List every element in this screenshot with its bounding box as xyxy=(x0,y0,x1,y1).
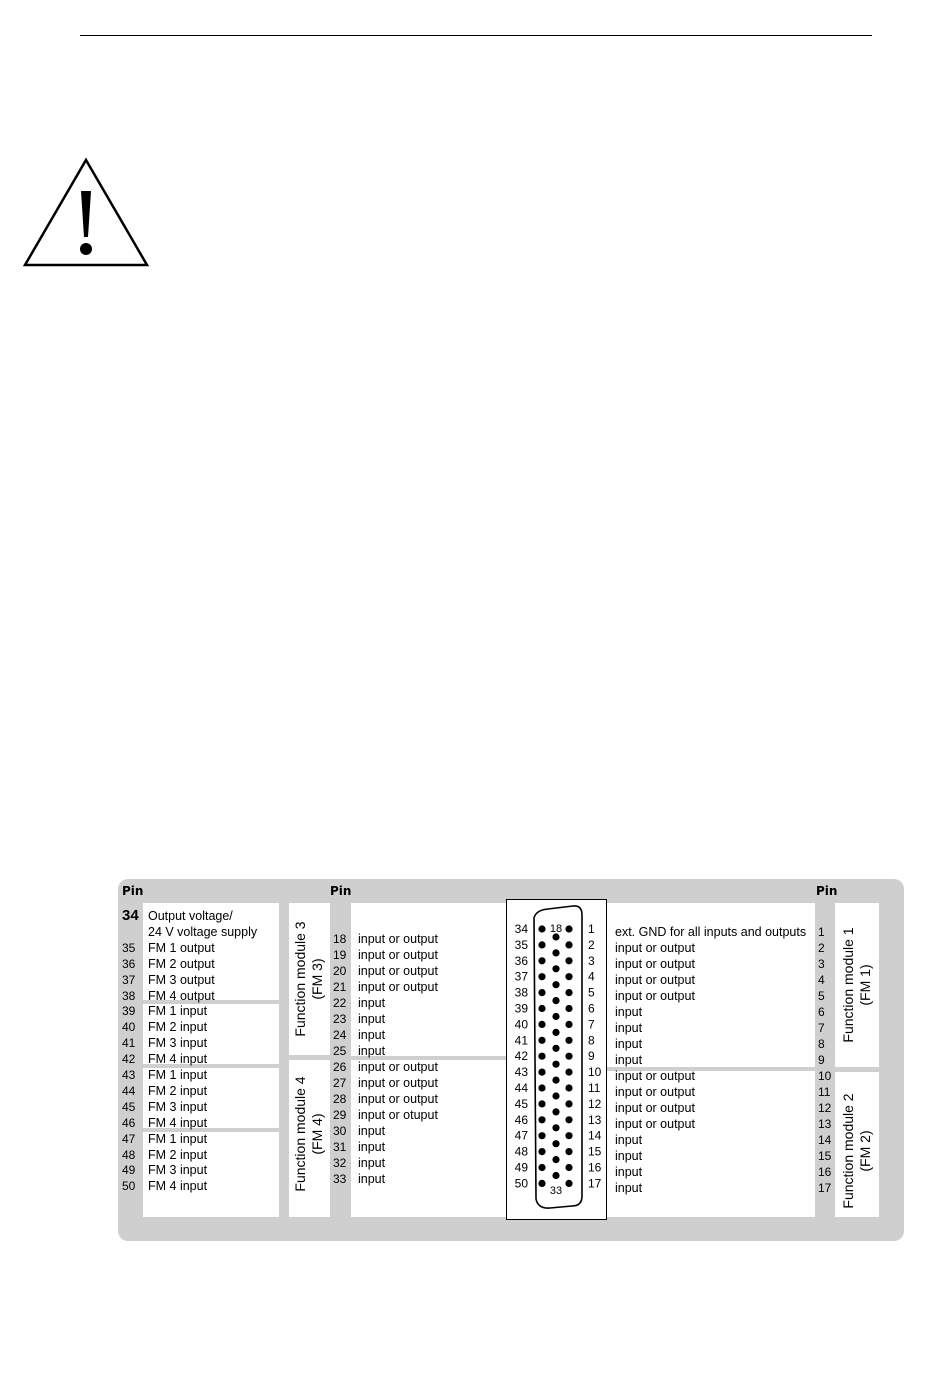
mid-pin-number: 28 xyxy=(333,1092,347,1106)
mid-pin-label: input or output xyxy=(358,1060,438,1074)
module1-label: Function module 1 (FM 1) xyxy=(840,927,873,1043)
connector-right-number: 3 xyxy=(588,953,595,968)
pin-dot-right xyxy=(565,1021,572,1028)
left-pin-number: 42 xyxy=(122,1052,136,1067)
mid-pin-label: input xyxy=(358,1012,386,1026)
mid-pin-label: input xyxy=(358,1140,386,1154)
right-pin-label: input or output xyxy=(615,1101,695,1115)
pin-dot-middle xyxy=(552,1172,559,1179)
mid-pin-label: input xyxy=(358,996,386,1010)
connector-left-number: 39 xyxy=(514,1001,528,1016)
left-pin-number: 35 xyxy=(122,940,136,955)
right-pin-label: input xyxy=(615,1181,643,1195)
right-pin-number: 7 xyxy=(818,1021,825,1035)
left-pin-number: 40 xyxy=(122,1020,136,1035)
pin-header-right: Pin xyxy=(816,884,838,898)
mid-pin-number: 25 xyxy=(333,1044,347,1058)
mid-pin-label: input or output xyxy=(358,948,438,962)
right-pin-label: input or output xyxy=(615,957,695,971)
left-pin-label: FM 3 input xyxy=(148,1036,208,1051)
mid-pin-number: 19 xyxy=(333,948,347,962)
module2-label: Function module 2 (FM 2) xyxy=(840,1093,873,1209)
left-pin-label: 24 V voltage supply xyxy=(148,924,258,939)
right-pin-number: 3 xyxy=(818,957,825,971)
mid-pin-number: 33 xyxy=(333,1172,347,1186)
right-pin-number: 10 xyxy=(818,1069,832,1083)
left-pin-number: 41 xyxy=(122,1036,136,1051)
right-pin-number: 8 xyxy=(818,1037,825,1051)
right-pin-label: input or output xyxy=(615,1069,695,1083)
left-pin-label: FM 3 output xyxy=(148,972,215,987)
connector-left-number: 43 xyxy=(514,1065,528,1080)
pin-dot-left xyxy=(538,973,545,980)
connector-right-number: 16 xyxy=(588,1160,602,1175)
right-pin-label: input xyxy=(615,1133,643,1147)
pin-dot-middle xyxy=(552,1108,559,1115)
mid-pin-number: 27 xyxy=(333,1076,347,1090)
connector-left-number: 44 xyxy=(514,1081,528,1095)
connector-left-number: 41 xyxy=(514,1033,528,1048)
left-pin-number: 37 xyxy=(122,972,136,987)
connector-left-number: 40 xyxy=(514,1017,528,1032)
left-pin-label: FM 1 output xyxy=(148,940,215,955)
pin-dot-left xyxy=(538,1084,545,1091)
left-pin-label: FM 2 input xyxy=(148,1020,208,1035)
pin-dot-left xyxy=(538,1053,545,1060)
right-pin-label: input xyxy=(615,1149,643,1163)
connector-left-number: 46 xyxy=(514,1112,528,1127)
connector-right-number: 4 xyxy=(588,969,595,984)
pin-dot-middle xyxy=(552,1077,559,1084)
right-pin-number: 15 xyxy=(818,1149,832,1163)
left-pin-number: 45 xyxy=(122,1099,136,1114)
pin-dot-middle xyxy=(552,1140,559,1147)
pin-dot-left xyxy=(538,925,545,932)
pin-dot-left xyxy=(538,1069,545,1076)
module3-label: Function module 3 (FM 3) xyxy=(292,921,325,1037)
connector-right-number: 12 xyxy=(588,1096,602,1111)
connector-right-number: 13 xyxy=(588,1112,602,1127)
right-pin-label: input or output xyxy=(615,989,695,1003)
mid-pin-number: 22 xyxy=(333,996,347,1010)
left-pin-label: FM 1 input xyxy=(148,1068,208,1082)
connector-left-number: 50 xyxy=(514,1176,528,1191)
pin-dot-left xyxy=(538,941,545,948)
connector-bottom-label: 33 xyxy=(549,1185,563,1197)
pin-dot-left xyxy=(538,1164,545,1171)
connector-right-number: 9 xyxy=(588,1049,595,1064)
mid-pin-number: 18 xyxy=(333,932,347,946)
connector-left-number: 36 xyxy=(514,953,528,968)
pin-dot-right xyxy=(565,1084,572,1091)
right-pin-number: 4 xyxy=(818,973,825,987)
pin-dot-left xyxy=(538,1100,545,1107)
left-pin-number: 50 xyxy=(122,1179,136,1194)
mid-pin-number: 21 xyxy=(333,980,347,994)
left-pin-number: 49 xyxy=(122,1163,136,1178)
left-pin-number: 47 xyxy=(122,1131,136,1146)
connector-right-number: 2 xyxy=(588,937,595,952)
right-pin-number: 13 xyxy=(818,1117,832,1131)
right-pin-label: input xyxy=(615,1021,643,1035)
pin-dot-middle xyxy=(552,981,559,988)
connector-left-number: 48 xyxy=(514,1144,528,1159)
pin-header-mid: Pin xyxy=(330,884,352,898)
pin-dot-right xyxy=(565,989,572,996)
pin-dot-middle xyxy=(552,1013,559,1020)
connector-left-number: 37 xyxy=(514,969,528,984)
pin-dot-right xyxy=(565,925,572,932)
left-pin-label: FM 1 input xyxy=(148,1131,208,1146)
pin-dot-middle xyxy=(552,949,559,956)
left-pin-label: FM 4 input xyxy=(148,1052,208,1067)
mid-pin-label: input or output xyxy=(358,1076,438,1090)
mid-pin-label: input or output xyxy=(358,1092,438,1106)
connector-right-number: 5 xyxy=(588,985,595,1000)
connector-right-number: 6 xyxy=(588,1001,595,1016)
mid-pin-label: input xyxy=(358,1172,386,1186)
left-pin-label: FM 4 input xyxy=(148,1115,208,1130)
right-pin-label: input or output xyxy=(615,1117,695,1131)
mid-pin-number: 23 xyxy=(333,1012,347,1026)
left-pin-number: 44 xyxy=(122,1083,136,1098)
pin-dot-middle xyxy=(552,1092,559,1099)
right-pin-number: 6 xyxy=(818,1005,825,1019)
pin-dot-right xyxy=(565,1037,572,1044)
mid-pin-label: input or output xyxy=(358,980,438,994)
left-pin-number: 43 xyxy=(122,1068,136,1082)
connector-right-number: 11 xyxy=(588,1081,601,1095)
right-pin-label: input xyxy=(615,1037,643,1051)
pin-dot-left xyxy=(538,1116,545,1123)
connector-left-number: 45 xyxy=(514,1096,528,1111)
pin-dot-right xyxy=(565,1100,572,1107)
right-pin-label: input or output xyxy=(615,1085,695,1099)
pin-dot-right xyxy=(565,957,572,964)
mid-pin-number: 20 xyxy=(333,964,347,978)
connector-right-number: 14 xyxy=(588,1128,602,1143)
mid-pin-number: 32 xyxy=(333,1156,347,1170)
left-pin-number: 39 xyxy=(122,1004,136,1019)
connector-right-number: 15 xyxy=(588,1144,602,1159)
pin-dot-right xyxy=(565,941,572,948)
left-pin-number: 46 xyxy=(122,1115,136,1130)
left-pin-number: 34 xyxy=(122,907,139,924)
right-pin-number: 12 xyxy=(818,1101,832,1115)
right-pin-number: 2 xyxy=(818,941,825,955)
connector-left-number: 34 xyxy=(514,922,528,936)
right-pin-number: 5 xyxy=(818,989,825,1003)
left-pin-label: Output voltage/ xyxy=(148,909,233,923)
pin-dot-middle xyxy=(552,1029,559,1036)
mid-pin-label: input or output xyxy=(358,932,438,946)
pin-dot-left xyxy=(538,1037,545,1044)
connector-right-number: 1 xyxy=(588,922,595,936)
left-pin-label: FM 4 input xyxy=(148,1179,208,1194)
connector-left-number: 47 xyxy=(514,1128,528,1143)
right-pin-label: ext. GND for all inputs and outputs xyxy=(615,925,807,939)
pin-dot-right xyxy=(565,1005,572,1012)
module4-label: Function module 4 (FM 4) xyxy=(292,1076,325,1192)
mid-pin-label: input xyxy=(358,1156,386,1170)
pin-dot-left xyxy=(538,1005,545,1012)
mid-pin-number: 31 xyxy=(333,1140,347,1154)
left-pin-label: FM 1 input xyxy=(148,1004,208,1019)
pin-dot-right xyxy=(565,1069,572,1076)
right-pin-label: input or output xyxy=(615,941,695,955)
pin-dot-left xyxy=(538,957,545,964)
mid-pin-label: input or output xyxy=(358,964,438,978)
mid-pin-number: 30 xyxy=(333,1124,347,1138)
right-pin-label: input xyxy=(615,1165,643,1179)
right-pin-label: input or output xyxy=(615,973,695,987)
pin-dot-middle xyxy=(552,1156,559,1163)
mid-pin-number: 29 xyxy=(333,1108,347,1122)
pin-dot-left xyxy=(538,989,545,996)
pin-dot-right xyxy=(565,1148,572,1155)
connector-right-number: 8 xyxy=(588,1033,595,1048)
pin-dot-right xyxy=(565,1164,572,1171)
connector-right-number: 10 xyxy=(588,1065,602,1080)
left-pin-label: FM 2 output xyxy=(148,956,215,971)
left-pin-label: FM 3 input xyxy=(148,1163,208,1178)
left-pin-label: FM 3 input xyxy=(148,1099,208,1114)
mid-pin-label: input xyxy=(358,1124,386,1138)
mid-pin-number: 26 xyxy=(333,1060,347,1074)
pin-dot-right xyxy=(565,1116,572,1123)
right-pin-label: input xyxy=(615,1053,643,1067)
pin-header-left: Pin xyxy=(122,884,144,898)
pin-dot-middle xyxy=(552,965,559,972)
pin-dot-middle xyxy=(552,997,559,1004)
pin-dot-middle xyxy=(552,1045,559,1052)
mid-pin-label: input or otuput xyxy=(358,1108,438,1122)
left-pin-label: FM 2 input xyxy=(148,1083,208,1098)
connector-left-number: 42 xyxy=(514,1049,528,1064)
pin-dot-left xyxy=(538,1148,545,1155)
pin-dot-right xyxy=(565,973,572,980)
connector-right-number: 17 xyxy=(588,1176,602,1191)
right-pin-label: input xyxy=(615,1005,643,1019)
pin-dot-right xyxy=(565,1180,572,1187)
right-pin-number: 17 xyxy=(818,1181,832,1195)
right-pin-number: 14 xyxy=(818,1133,832,1147)
connector-left-number: 35 xyxy=(514,937,528,952)
mid-pin-label: input xyxy=(358,1028,386,1042)
pin-dot-left xyxy=(538,1180,545,1187)
connector-left-number: 49 xyxy=(514,1160,528,1175)
mid-pin-number: 24 xyxy=(333,1028,347,1042)
right-pin-number: 11 xyxy=(818,1085,831,1099)
connector-top-label: 18 xyxy=(549,923,563,935)
left-pin-number: 48 xyxy=(122,1147,136,1162)
connector-left-number: 38 xyxy=(514,985,528,1000)
right-pin-number: 9 xyxy=(818,1053,825,1067)
right-pin-number: 1 xyxy=(818,925,825,939)
pin-dot-middle xyxy=(552,1124,559,1131)
pin-dot-left xyxy=(538,1132,545,1139)
left-pin-number: 36 xyxy=(122,956,136,971)
pin-dot-middle xyxy=(552,1061,559,1068)
pin-dot-right xyxy=(565,1053,572,1060)
left-pin-label: FM 2 input xyxy=(148,1147,208,1162)
left-pin-label: FM 4 output xyxy=(148,988,215,1003)
connector-right-number: 7 xyxy=(588,1017,595,1032)
right-pin-number: 16 xyxy=(818,1165,832,1179)
pin-dot-right xyxy=(565,1132,572,1139)
left-pin-number: 38 xyxy=(122,988,136,1003)
mid-pin-label: input xyxy=(358,1044,386,1058)
pin-dot-left xyxy=(538,1021,545,1028)
